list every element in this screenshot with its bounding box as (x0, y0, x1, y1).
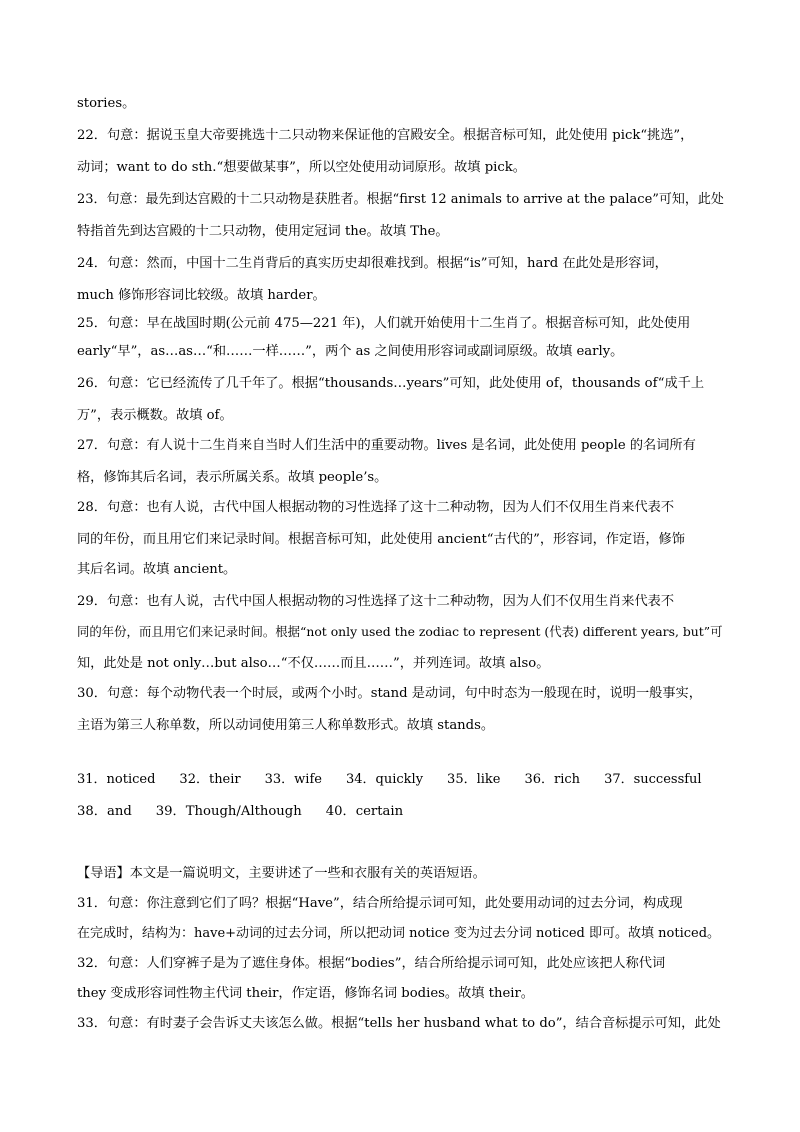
text-line: much 修饰形容词比较级。故填 harder。 (77, 288, 326, 303)
text-line: 22．句意：据说玉皇大帝要挑选十二只动物来保证他的宫殿安全。根据音标可知，此处使用 pick“挑选”， (77, 128, 694, 143)
text-line: 主语为第三人称单数，所以动词使用第三人称单数形式。故填 stands。 (77, 718, 495, 733)
text-line: early“早”，as…as…“和……一样……”，两个 as 之间使用形容词或副词原级。故填 early。 (77, 344, 624, 359)
answer-item: 34．quickly (345, 772, 424, 787)
text-line: 知，此处是 not only…but also…“不仅……而且……”，并列连词。故填 also。 (77, 656, 550, 671)
text-line: 同的年份，而且用它们来记录时间。根据“not only used the zodiac to represent (代表) different years, but”可 (77, 624, 723, 639)
text-line: they 变成形容词性物主代词 their，作定语，修饰名词 bodies。故填 their。 (77, 986, 534, 1001)
text-line: 30．句意：每个动物代表一个时辰，或两个小时。stand 是动词，句中时态为一般现在时，说明一般事实， (77, 686, 702, 701)
answer-item: 33．wife (264, 772, 322, 787)
text-line: 其后名词。故填 ancient。 (77, 562, 237, 577)
answer-item: 31．noticed (77, 772, 156, 787)
answer-item: 39．Though/Although (155, 804, 302, 819)
text-line: 同的年份，而且用它们来记录时间。根据音标可知，此处使用 ancient“古代的”，形容词，作定语，修饰 (77, 532, 685, 547)
answer-item: 40．certain (325, 804, 404, 819)
text-line: 25．句意：早在战国时期(公元前 475—221 年)，人们就开始使用十二生肖了。根据音标可知，此处使用 (77, 316, 691, 331)
text-line: 29．句意：也有人说，古代中国人根据动物的习性选择了这十二种动物，因为人们不仅用生肖来代表不 (77, 594, 675, 609)
answer-item: 32．their (179, 772, 241, 787)
answer-key-row (77, 802, 427, 822)
text-line: 格，修饰其后名词，表示所属关系。故填 people’s。 (77, 470, 388, 485)
answer-item: 35．like (447, 772, 501, 787)
answer-key-row (77, 770, 726, 790)
text-line: stories。 (77, 96, 136, 111)
text-line: 31．句意：你注意到它们了吗？根据“Have”，结合所给提示词可知，此处要用动词的过去分词，构成现 (77, 896, 683, 911)
text-line: 27．句意：有人说十二生肖来自当时人们生活中的重要动物。lives 是名词，此处使用 people 的名词所有 (77, 438, 696, 453)
answer-item: 38．and (77, 804, 132, 819)
text-line: 33．句意：有时妻子会告诉丈夫该怎么做。根据“tells her husband what to do”，结合音标提示可知，此处 (77, 1016, 721, 1031)
text-line: 24．句意：然而，中国十二生肖背后的真实历史却很难找到。根据“is”可知，hard 在此处是形容词， (77, 256, 668, 271)
text-line: 26．句意：它已经流传了几千年了。根据“thousands…years”可知，此处使用 of，thousands of“成千上 (77, 376, 705, 391)
text-line: 特指首先到达宫殿的十二只动物，使用定冠词 the。故填 The。 (77, 224, 449, 239)
answer-item: 36．rich (524, 772, 581, 787)
section-intro: 【导语】本文是一篇说明文，主要讲述了一些和衣服有关的英语短语。 (77, 866, 486, 881)
text-line: 动词；want to do sth.“想要做某事”，所以空处使用动词原形。故填 pick。 (77, 160, 526, 175)
text-line: 32．句意：人们穿裤子是为了遮住身体。根据“bodies”，结合所给提示词可知，此处应该把人称代词 (77, 956, 666, 971)
text-line: 在完成时，结构为：have+动词的过去分词，所以把动词 notice 变为过去分词 noticed 即可。故填 noticed。 (77, 926, 721, 941)
text-line: 23．句意：最先到达宫殿的十二只动物是获胜者。根据“first 12 animals to arrive at the palace”可知，此处 (77, 192, 724, 207)
text-line: 28．句意：也有人说，古代中国人根据动物的习性选择了这十二种动物，因为人们不仅用生肖来代表不 (77, 500, 675, 515)
text-line: 万”，表示概数。故填 of。 (77, 408, 233, 423)
answer-item: 37．successful (604, 772, 702, 787)
